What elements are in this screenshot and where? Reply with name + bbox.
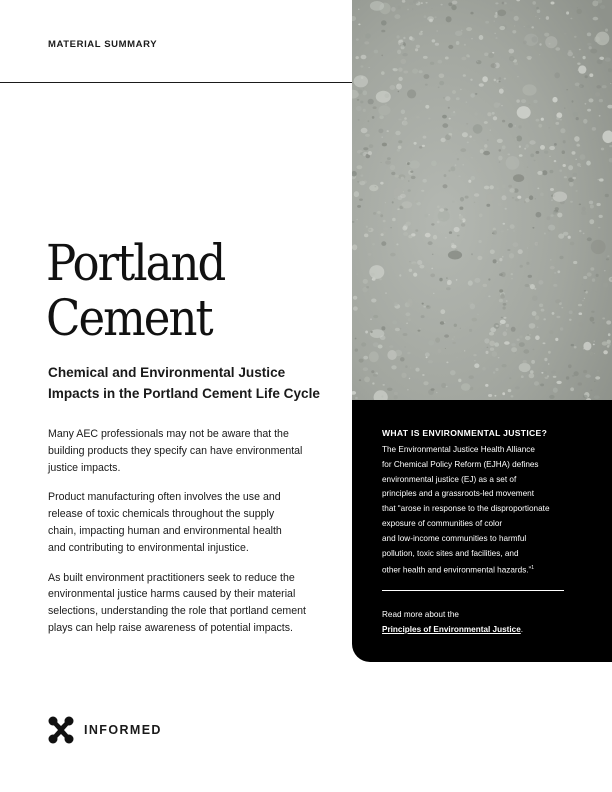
panel-body [382, 443, 587, 579]
page-title [46, 236, 224, 346]
body-line: and contributing to environmental injustice. [48, 541, 249, 554]
panel-title: WHAT IS ENVIRONMENTAL JUSTICE? [382, 428, 548, 438]
title-line-1: Portland [46, 234, 225, 292]
body-text [48, 426, 338, 650]
body-line: release of toxic chemicals throughout the supply [48, 508, 275, 521]
body-line: Many AEC professionals may not be aware that the [48, 428, 289, 440]
body-line: Product manufacturing often involves the use and [48, 491, 281, 504]
header-divider [0, 82, 352, 83]
read-more-text: Read more about the [382, 610, 459, 619]
panel-line: environmental justice (EJ) as a set of [382, 474, 517, 484]
environmental-justice-panel [352, 400, 612, 662]
body-line: environmental justice harms caused by their material [48, 588, 296, 601]
cement-powder-photo [352, 0, 612, 400]
panel-line: for Chemical Policy Reform (EJHA) defines [382, 459, 539, 469]
panel-line: other health and environmental hazards.” [382, 566, 532, 576]
body-line: building products they specify can have environmental [48, 444, 303, 457]
panel-line: pollution, toxic sites and facilities, and [382, 548, 519, 558]
subtitle-line-1: Chemical and Environmental Justice [48, 365, 286, 380]
panel-line: The Environmental Justice Health Alliance [382, 445, 535, 454]
panel-divider [382, 590, 564, 591]
body-line: plays can help raise awareness of potential impacts. [48, 621, 293, 634]
principles-link[interactable]: Principles of Environmental Justice [382, 624, 521, 634]
body-paragraph-2 [48, 489, 338, 556]
body-paragraph-1 [48, 426, 338, 476]
panel-line: principles and a grassroots-led movement [382, 489, 534, 499]
panel-line: and low-income communities to harmful [382, 533, 527, 543]
title-line-2: Cement [46, 289, 212, 347]
brand-name: INFORMED [84, 723, 162, 737]
panel-line: exposure of communities of color [382, 518, 503, 528]
footnote-marker: 1 [531, 565, 535, 572]
body-line: selections, understanding the role that portland cement [48, 605, 306, 618]
read-more [382, 608, 587, 638]
body-line: As built environment practitioners seek to reduce the [48, 571, 295, 584]
informed-logo [48, 716, 162, 744]
link-suffix: . [520, 624, 524, 634]
body-line: chain, impacting human and environmental health [48, 524, 282, 537]
subtitle [48, 362, 343, 404]
informed-logo-icon [48, 716, 74, 744]
body-paragraph-3 [48, 570, 338, 637]
panel-line: that “arose in response to the disproportionate [382, 504, 550, 514]
body-line: justice impacts. [48, 461, 121, 474]
eyebrow-label: MATERIAL SUMMARY [48, 39, 158, 50]
subtitle-line-2: Impacts in the Portland Cement Life Cycle [48, 386, 320, 401]
